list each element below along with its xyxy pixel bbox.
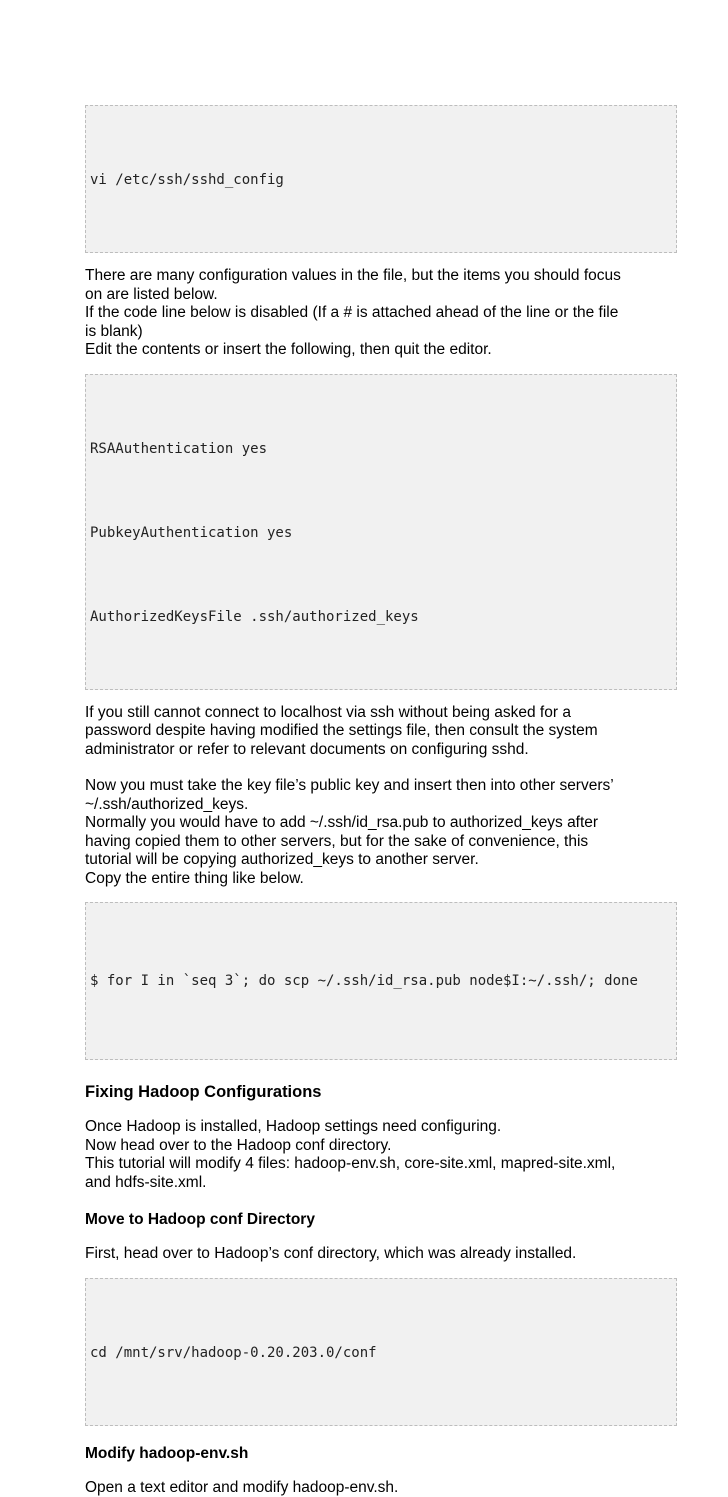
subheading-modify-hadoop-env: Modify hadoop-env.sh xyxy=(85,1444,677,1463)
paragraph-head-to-conf xyxy=(85,1245,677,1264)
text-line: administrator or refer to relevant documents on configuring sshd. xyxy=(85,741,677,760)
text-line: Once Hadoop is installed, Hadoop settings need configuring. xyxy=(85,1118,677,1137)
code-block-sshd-config[interactable] xyxy=(85,105,677,253)
text-line: password despite having modified the settings file, then consult the system xyxy=(85,722,677,741)
document-page xyxy=(85,105,677,1497)
code-block-ssh-settings[interactable] xyxy=(85,374,677,690)
subheading-move-to-conf: Move to Hadoop conf Directory xyxy=(85,1210,677,1229)
text-line: Normally you would have to add ~/.ssh/id_rsa.pub to authorized_keys after xyxy=(85,814,677,833)
paragraph-hadoop-settings xyxy=(85,1118,677,1192)
text-line: Edit the contents or insert the following, then quit the editor. xyxy=(85,341,677,360)
paragraph-cannot-connect xyxy=(85,704,677,760)
text-line: Copy the entire thing like below. xyxy=(85,870,677,889)
paragraph-open-editor xyxy=(85,1479,677,1497)
text-line: tutorial will be copying authorized_keys to another server. xyxy=(85,851,677,870)
text-line: having copied them to other servers, but for the sake of convenience, this xyxy=(85,833,677,852)
code-block-cd-conf[interactable] xyxy=(85,1278,677,1426)
section-heading-fixing-hadoop: Fixing Hadoop Configurations xyxy=(85,1082,677,1102)
code-block-scp-loop[interactable] xyxy=(85,902,677,1060)
text-line: If you still cannot connect to localhost via ssh without being asked for a xyxy=(85,704,677,723)
text-line: Now head over to the Hadoop conf directory. xyxy=(85,1137,677,1156)
text-line: and hdfs-site.xml. xyxy=(85,1174,677,1193)
code-line: AuthorizedKeysFile .ssh/authorized_keys xyxy=(90,603,672,631)
code-line: cd /mnt/srv/hadoop-0.20.203.0/conf xyxy=(90,1339,672,1367)
text-line: ~/.ssh/authorized_keys. xyxy=(85,796,677,815)
paragraph-public-key xyxy=(85,777,677,888)
text-line: If the code line below is disabled (If a # is attached ahead of the line or the file xyxy=(85,304,677,323)
code-line: vi /etc/ssh/sshd_config xyxy=(90,166,672,194)
text-line: There are many configuration values in the file, but the items you should focus xyxy=(85,267,677,286)
text-line: First, head over to Hadoop’s conf directory, which was already installed. xyxy=(85,1245,677,1264)
code-line: PubkeyAuthentication yes xyxy=(90,519,672,547)
text-line: on are listed below. xyxy=(85,286,677,305)
text-line: This tutorial will modify 4 files: hadoop-env.sh, core-site.xml, mapred-site.xml, xyxy=(85,1155,677,1174)
code-line: RSAAuthentication yes xyxy=(90,435,672,463)
text-line: Open a text editor and modify hadoop-env.sh. xyxy=(85,1479,677,1497)
code-line: $ for I in `seq 3`; do scp ~/.ssh/id_rsa.pub node$I:~/.ssh/; done xyxy=(90,967,672,995)
paragraph-configuration-values xyxy=(85,267,677,360)
text-line: is blank) xyxy=(85,323,677,342)
text-line: Now you must take the key file’s public key and insert then into other servers’ xyxy=(85,777,677,796)
